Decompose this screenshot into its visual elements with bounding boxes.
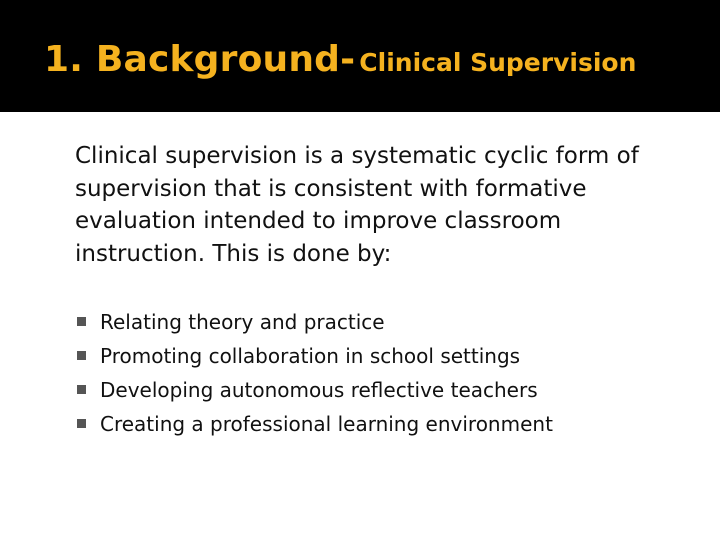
bullet-label: Relating theory and practice (100, 310, 385, 334)
bullet-label: Creating a professional learning environment (100, 412, 553, 436)
square-bullet-icon (77, 385, 86, 394)
title-subtitle: Clinical Supervision (359, 48, 637, 77)
bullet-label: Promoting collaboration in school settings (100, 344, 521, 368)
slide-title (44, 39, 637, 80)
bullet-label: Developing autonomous reflective teachers (100, 378, 538, 402)
square-bullet-icon (77, 419, 86, 428)
square-bullet-icon (77, 317, 86, 326)
title-bar (0, 0, 720, 112)
title-main: 1. Background- (44, 39, 356, 80)
body-paragraph: Clinical supervision is a systematic cyclic form of supervision that is consistent with formative evaluation intended to improve classroom instruction. This is done by: (75, 143, 639, 267)
square-bullet-icon (77, 351, 86, 360)
